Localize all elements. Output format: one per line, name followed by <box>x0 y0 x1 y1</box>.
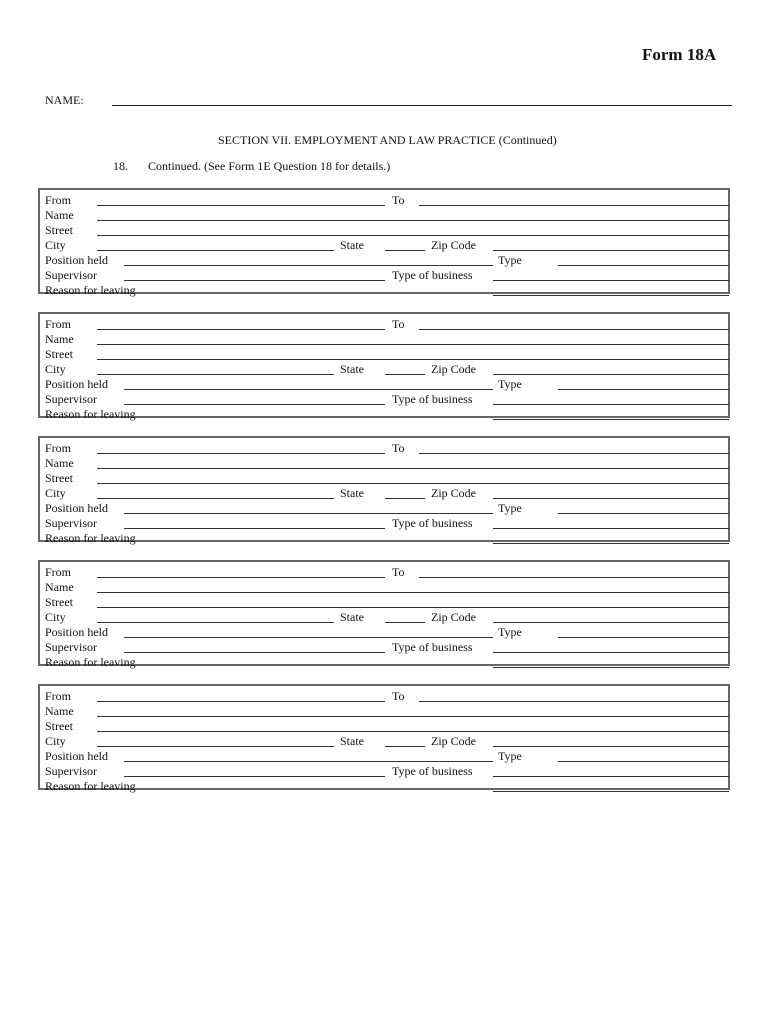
name-field[interactable] <box>97 344 729 345</box>
state-field[interactable] <box>385 250 425 251</box>
business-field[interactable] <box>493 776 729 777</box>
to-field[interactable] <box>419 453 729 454</box>
type-label: Type <box>498 253 522 267</box>
name-field[interactable] <box>97 468 729 469</box>
reason-field[interactable] <box>493 791 729 792</box>
position-label: Position held <box>45 625 109 639</box>
reason-field[interactable] <box>493 543 729 544</box>
type-label: Type <box>498 749 522 763</box>
name-label: Name <box>45 580 74 594</box>
type-label: Type <box>498 625 522 639</box>
reason-label: Reason for leaving <box>45 407 136 421</box>
supervisor-label: Supervisor <box>45 764 97 778</box>
position-field[interactable] <box>124 513 493 514</box>
reason-field[interactable] <box>493 419 729 420</box>
supervisor-label: Supervisor <box>45 640 97 654</box>
street-field[interactable] <box>97 359 729 360</box>
city-label: City <box>45 238 66 252</box>
name-field[interactable] <box>97 592 729 593</box>
zip-label: Zip Code <box>431 610 476 624</box>
to-field[interactable] <box>419 329 729 330</box>
city-field[interactable] <box>97 746 334 747</box>
from-label: From <box>45 689 72 703</box>
street-label: Street <box>45 471 73 485</box>
supervisor-field[interactable] <box>124 404 385 405</box>
section-title: SECTION VII. EMPLOYMENT AND LAW PRACTICE (Continued) <box>218 133 557 147</box>
reason-field[interactable] <box>493 667 729 668</box>
position-label: Position held <box>45 749 109 763</box>
reason-label: Reason for leaving <box>45 655 136 669</box>
question-text: Continued. (See Form 1E Question 18 for details.) <box>148 159 391 173</box>
city-label: City <box>45 362 66 376</box>
state-field[interactable] <box>385 622 425 623</box>
supervisor-field[interactable] <box>124 528 385 529</box>
city-label: City <box>45 734 66 748</box>
state-label: State <box>340 734 364 748</box>
state-field[interactable] <box>385 498 425 499</box>
state-label: State <box>340 610 364 624</box>
business-field[interactable] <box>493 652 729 653</box>
street-field[interactable] <box>97 483 729 484</box>
state-field[interactable] <box>385 746 425 747</box>
from-field[interactable] <box>97 577 385 578</box>
name-label: Name <box>45 456 74 470</box>
to-field[interactable] <box>419 205 729 206</box>
business-field[interactable] <box>493 280 729 281</box>
business-label: Type of business <box>392 516 473 530</box>
name-label: Name <box>45 208 74 222</box>
city-field[interactable] <box>97 498 334 499</box>
position-label: Position held <box>45 501 109 515</box>
reason-label: Reason for leaving <box>45 531 136 545</box>
to-field[interactable] <box>419 701 729 702</box>
business-field[interactable] <box>493 404 729 405</box>
zip-label: Zip Code <box>431 362 476 376</box>
supervisor-field[interactable] <box>124 280 385 281</box>
street-field[interactable] <box>97 235 729 236</box>
to-label: To <box>392 441 405 455</box>
from-label: From <box>45 441 72 455</box>
to-label: To <box>392 193 405 207</box>
employment-entry-5 <box>38 684 730 793</box>
business-label: Type of business <box>392 392 473 406</box>
zip-field[interactable] <box>493 746 729 747</box>
type-field[interactable] <box>558 265 729 266</box>
city-label: City <box>45 610 66 624</box>
type-label: Type <box>498 501 522 515</box>
name-label: NAME: <box>45 93 84 107</box>
city-field[interactable] <box>97 374 334 375</box>
position-field[interactable] <box>124 389 493 390</box>
supervisor-label: Supervisor <box>45 392 97 406</box>
street-label: Street <box>45 595 73 609</box>
zip-field[interactable] <box>493 622 729 623</box>
state-field[interactable] <box>385 374 425 375</box>
position-label: Position held <box>45 377 109 391</box>
employment-entry-4 <box>38 560 730 669</box>
position-field[interactable] <box>124 265 493 266</box>
name-field[interactable] <box>97 220 729 221</box>
supervisor-label: Supervisor <box>45 516 97 530</box>
name-field[interactable] <box>97 716 729 717</box>
type-label: Type <box>498 377 522 391</box>
supervisor-field[interactable] <box>124 776 385 777</box>
employment-entry-1 <box>38 188 730 297</box>
employment-entry-2 <box>38 312 730 421</box>
question-number: 18. <box>113 159 128 173</box>
from-label: From <box>45 565 72 579</box>
city-label: City <box>45 486 66 500</box>
business-label: Type of business <box>392 764 473 778</box>
to-label: To <box>392 317 405 331</box>
street-label: Street <box>45 347 73 361</box>
state-label: State <box>340 362 364 376</box>
form-title: Form 18A <box>642 45 717 64</box>
business-label: Type of business <box>392 640 473 654</box>
type-field[interactable] <box>558 761 729 762</box>
zip-label: Zip Code <box>431 734 476 748</box>
name-field[interactable] <box>112 105 732 106</box>
zip-field[interactable] <box>493 498 729 499</box>
zip-field[interactable] <box>493 250 729 251</box>
from-field[interactable] <box>97 329 385 330</box>
reason-label: Reason for leaving <box>45 779 136 793</box>
city-field[interactable] <box>97 250 334 251</box>
business-label: Type of business <box>392 268 473 282</box>
reason-field[interactable] <box>493 295 729 296</box>
street-label: Street <box>45 223 73 237</box>
business-field[interactable] <box>493 528 729 529</box>
to-field[interactable] <box>419 577 729 578</box>
type-field[interactable] <box>558 513 729 514</box>
street-field[interactable] <box>97 607 729 608</box>
from-label: From <box>45 193 72 207</box>
city-field[interactable] <box>97 622 334 623</box>
position-field[interactable] <box>124 761 493 762</box>
type-field[interactable] <box>558 637 729 638</box>
type-field[interactable] <box>558 389 729 390</box>
zip-label: Zip Code <box>431 486 476 500</box>
supervisor-field[interactable] <box>124 652 385 653</box>
zip-label: Zip Code <box>431 238 476 252</box>
to-label: To <box>392 689 405 703</box>
supervisor-label: Supervisor <box>45 268 97 282</box>
reason-label: Reason for leaving <box>45 283 136 297</box>
zip-field[interactable] <box>493 374 729 375</box>
street-field[interactable] <box>97 731 729 732</box>
street-label: Street <box>45 719 73 733</box>
from-field[interactable] <box>97 701 385 702</box>
position-label: Position held <box>45 253 109 267</box>
from-field[interactable] <box>97 453 385 454</box>
employment-entry-3 <box>38 436 730 545</box>
position-field[interactable] <box>124 637 493 638</box>
from-label: From <box>45 317 72 331</box>
from-field[interactable] <box>97 205 385 206</box>
state-label: State <box>340 486 364 500</box>
state-label: State <box>340 238 364 252</box>
name-label: Name <box>45 704 74 718</box>
to-label: To <box>392 565 405 579</box>
name-label: Name <box>45 332 74 346</box>
